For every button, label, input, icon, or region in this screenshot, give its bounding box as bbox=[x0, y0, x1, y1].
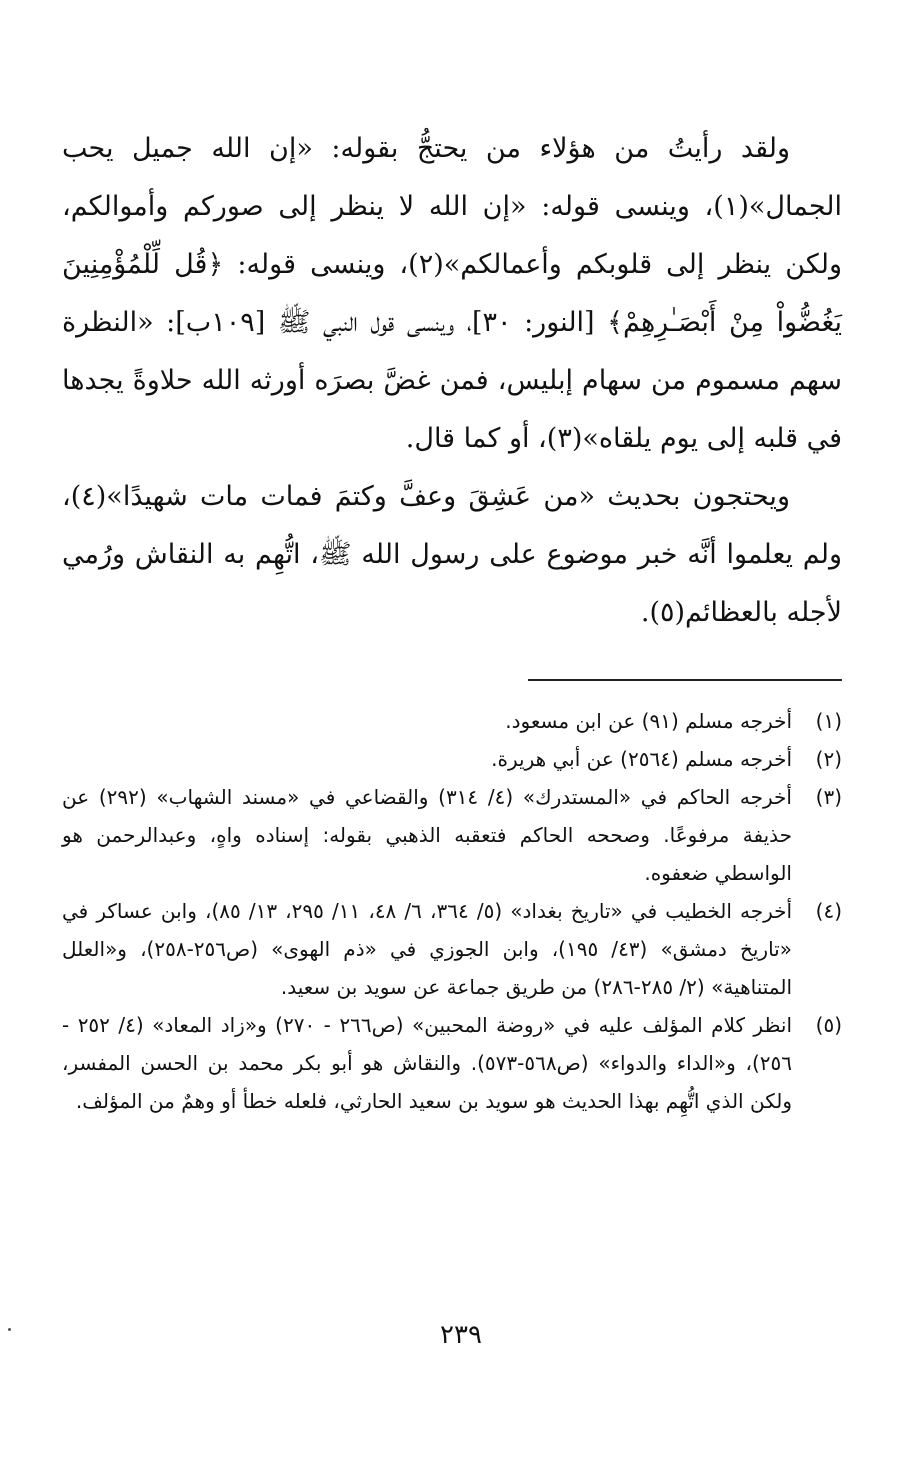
main-paragraph-2: ويحتجون بحديث «من عَشِقَ وعفَّ وكتمَ فمات مات شهيدًا»(٤)، ولم يعلموا أنَّه خبر موضوع على رسول الله ﷺ، اتُّهِم به النقاش ورُمي لأجله بالعظائم(٥). bbox=[62, 481, 842, 628]
page-number: ٢٣٩ bbox=[440, 1320, 482, 1350]
footnotes-section bbox=[62, 702, 842, 1120]
footnote-text: أخرجه الحاكم في «المستدرك» (٤/ ٣١٤) والقضاعي في «مسند الشهاب» (٢٩٢) عن حذيفة مرفوعًا. وصححه الحاكم فتعقبه الذهبي بقوله: إسناده واهٍ، وعبدالرحمن هو الواسطي ضعفوه. bbox=[62, 785, 792, 885]
footnote-number: (٢) bbox=[815, 747, 842, 771]
footnote-4 bbox=[62, 892, 842, 1006]
footnote-5 bbox=[62, 1006, 842, 1120]
footnote-text: أخرجه الخطيب في «تاريخ بغداد» (٥/ ٣٦٤، ٦/ ٤٨، ١١/ ٢٩٥، ١٣/ ٨٥)، وابن عساكر في «تاريخ دمشق» (٤٣/ ١٩٥)، وابن الجوزي في «ذم الهوى» (ص٢٥٦-٢٥٨)، و«العلل المتناهية» (٢/ ٢٨٥-٢٨٦) من طريق جماعة عن سويد بن سعيد. bbox=[62, 899, 793, 999]
margin-speck bbox=[8, 1328, 11, 1331]
footnote-number: (٥) bbox=[815, 1013, 842, 1037]
footnote-text: أخرجه مسلم (٢٥٦٤) عن أبي هريرة. bbox=[491, 747, 792, 771]
footnote-text: انظر كلام المؤلف عليه في «روضة المحبين» (ص٢٦٦ - ٢٧٠) و«زاد المعاد» (٤/ ٢٥٢ - ٢٥٦)، و«الداء والدواء» (ص٥٦٨-٥٧٣). والنقاش هو أبو بكر محمد بن الحسن المفسر، ولكن الذي اتُّهِم بهذا الحديث هو سويد بن سعيد الحارثي، فلعله خطأ أو وهمٌ من المؤلف. bbox=[62, 1013, 792, 1113]
footnote-2 bbox=[62, 740, 842, 778]
footnote-1 bbox=[62, 702, 842, 740]
footnote-number: (٤) bbox=[815, 899, 842, 923]
main-text-body bbox=[62, 120, 842, 642]
footnote-3 bbox=[62, 778, 842, 892]
footnote-number: (٣) bbox=[815, 785, 842, 809]
main-paragraph-1: ولقد رأيتُ من هؤلاء من يحتجُّ بقوله: «إن الله جميل يحب الجمال»(١)، وينسى قوله: «إن الله لا ينظر إلى صوركم وأموالكم، ولكن ينظر إلى قلوبكم وأعمالكم»(٢)، وينسى قوله: ﴿قُل لِّلْمُؤْمِنِينَ يَغُضُّواْ مِنْ أَبْصَـٰرِهِمْ﴾ [النور: ٣٠]، وينسى قول النبي ﷺ [١٠٩ب]: «النظرة سهم مسموم من سهام إبليس، فمن غضَّ بصرَه أورثه الله حلاوةً يجدها في قلبه إلى يوم يلقاه»(٣)، أو كما قال. bbox=[62, 133, 842, 454]
footnote-text: أخرجه مسلم (٩١) عن ابن مسعود. bbox=[505, 709, 792, 733]
footnote-divider bbox=[528, 679, 842, 681]
footnote-number: (١) bbox=[815, 709, 842, 733]
